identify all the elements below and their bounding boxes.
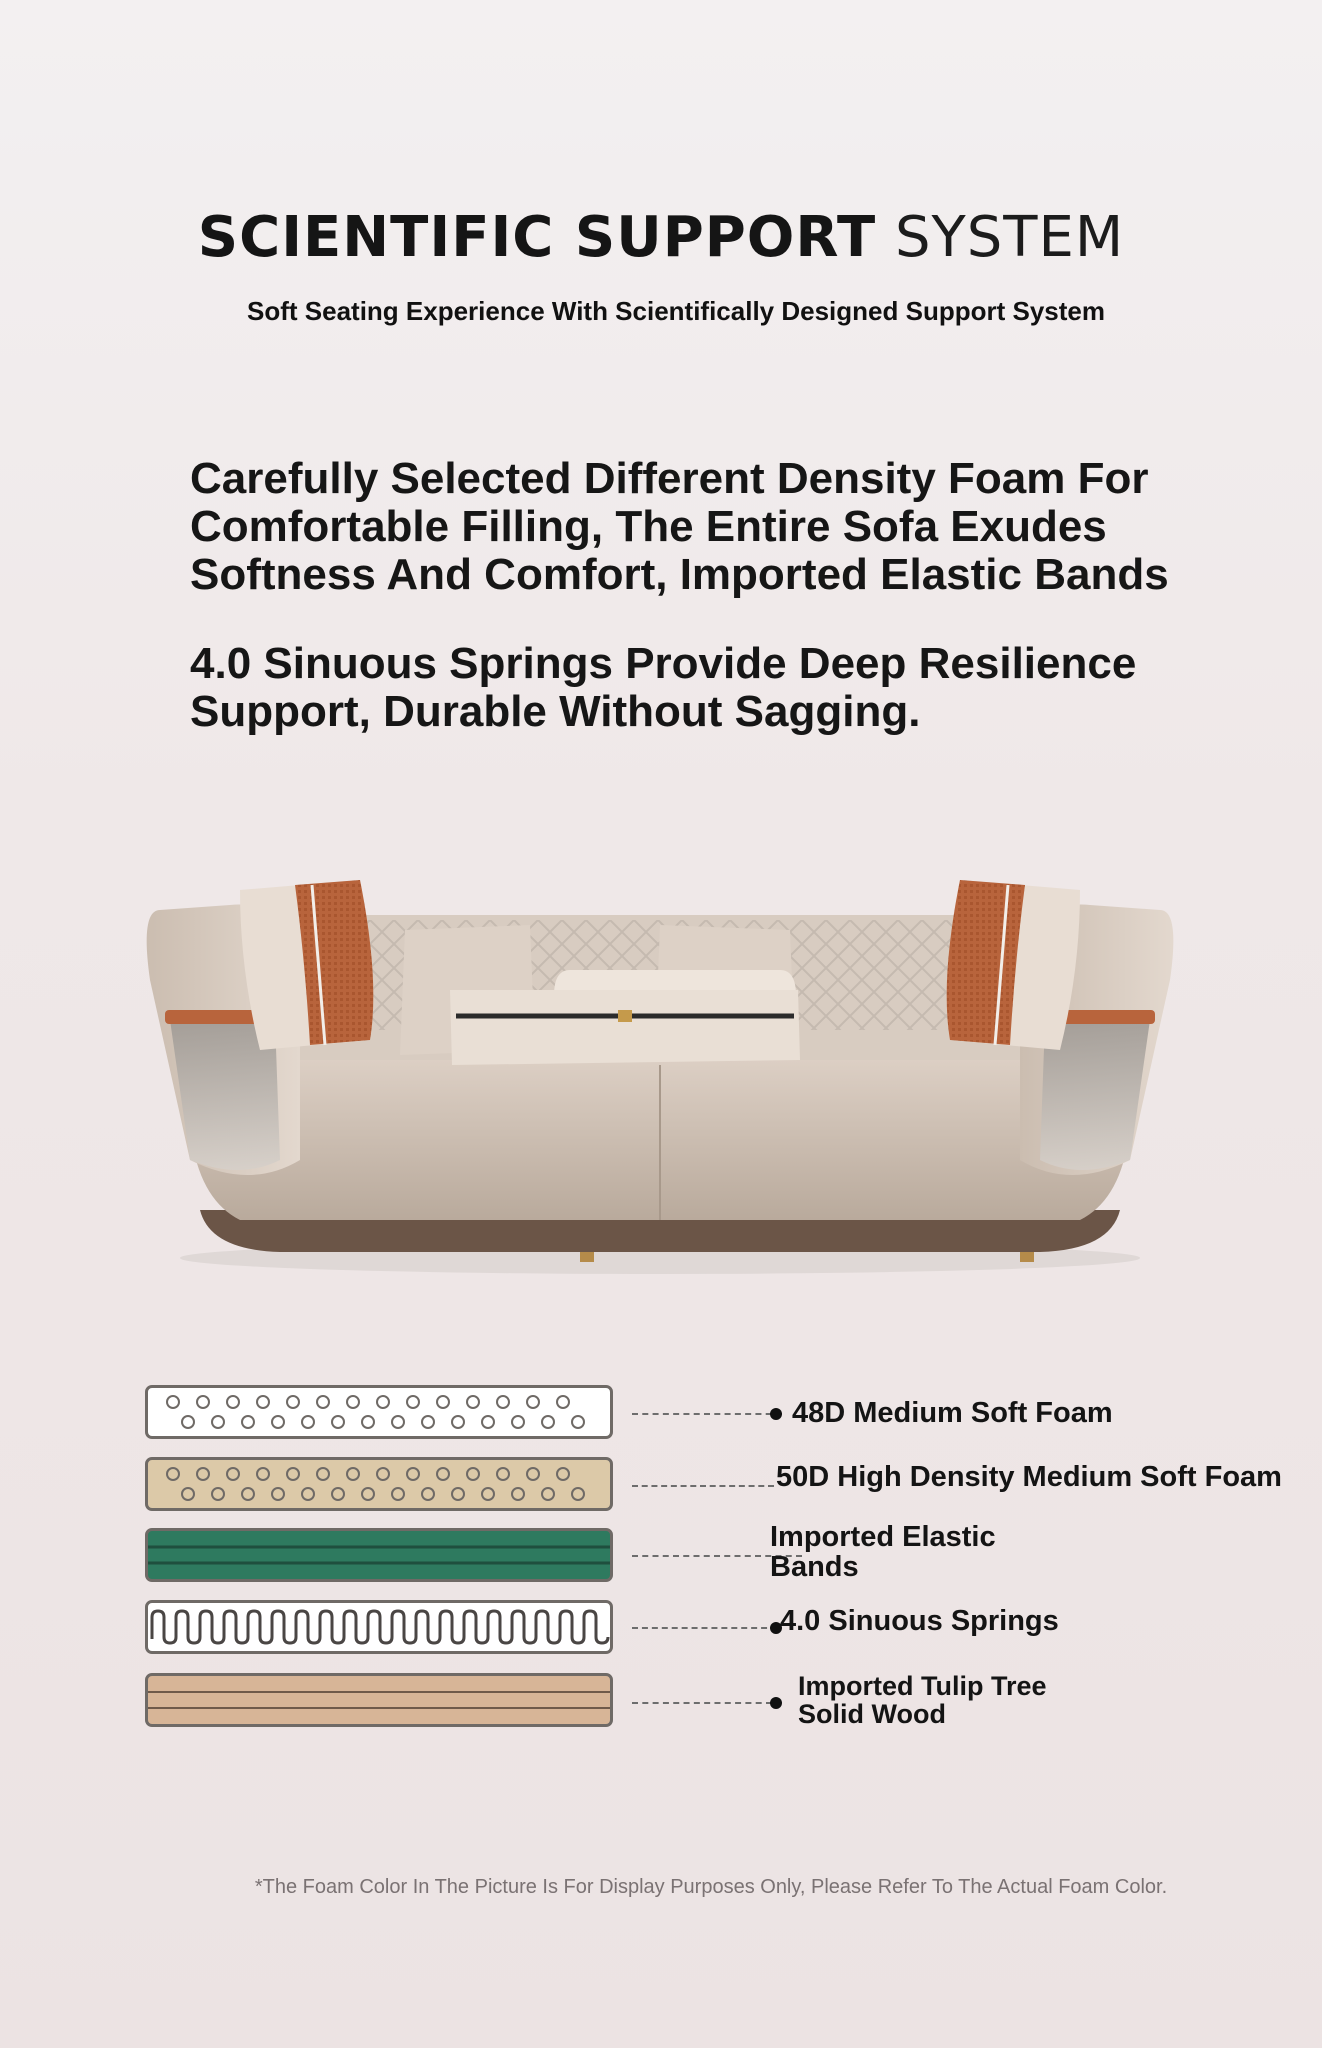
layer-tulip-wood-swatch [145, 1673, 613, 1727]
wood-planks-pattern [148, 1676, 610, 1724]
foam-color-disclaimer: *The Foam Color In The Picture Is For Display Purposes Only, Please Refer To The Actual Foam Color. [254, 1876, 1168, 1898]
leader-dot [770, 1408, 782, 1420]
page-title [0, 205, 1322, 270]
layer-50d-foam-swatch [145, 1457, 613, 1511]
title-light: SYSTEM [895, 205, 1125, 270]
layer-label-50d-foam: 50D High Density Medium Soft Foam [776, 1461, 1282, 1493]
sofa-image [130, 860, 1190, 1280]
layer-label-elastic-bands: Imported Elastic Bands [770, 1521, 996, 1583]
foam-holes-pattern [148, 1388, 610, 1436]
leader-line [632, 1702, 772, 1704]
leader-dot [770, 1697, 782, 1709]
leader-line [632, 1413, 782, 1415]
layer-label-48d-foam: 48D Medium Soft Foam [792, 1397, 1113, 1429]
feature-paragraph-springs: 4.0 Sinuous Springs Provide Deep Resilience Support, Durable Without Sagging. [190, 639, 1137, 736]
layer-sinuous-springs-swatch [145, 1600, 613, 1654]
page-subtitle: Soft Seating Experience With Scientifically Designed Support System [247, 296, 1105, 326]
layer-48d-foam-swatch [145, 1385, 613, 1439]
spring-wave-pattern [148, 1603, 610, 1651]
layer-elastic-bands-swatch [145, 1528, 613, 1582]
leader-line [632, 1485, 774, 1487]
bands-pattern [148, 1531, 610, 1579]
title-bold: SCIENTIFIC SUPPORT [197, 205, 877, 270]
feature-paragraph-foam: Carefully Selected Different Density Foam For Comfortable Filling, The Entire Sofa Exudes Softness And Comfort, Imported Elastic Bands [190, 454, 1169, 599]
layer-label-sinuous-springs: 4.0 Sinuous Springs [780, 1605, 1059, 1637]
leader-line [632, 1627, 777, 1629]
foam-holes-pattern [148, 1460, 610, 1508]
layer-label-tulip-wood: Imported Tulip Tree Solid Wood [798, 1671, 1047, 1729]
